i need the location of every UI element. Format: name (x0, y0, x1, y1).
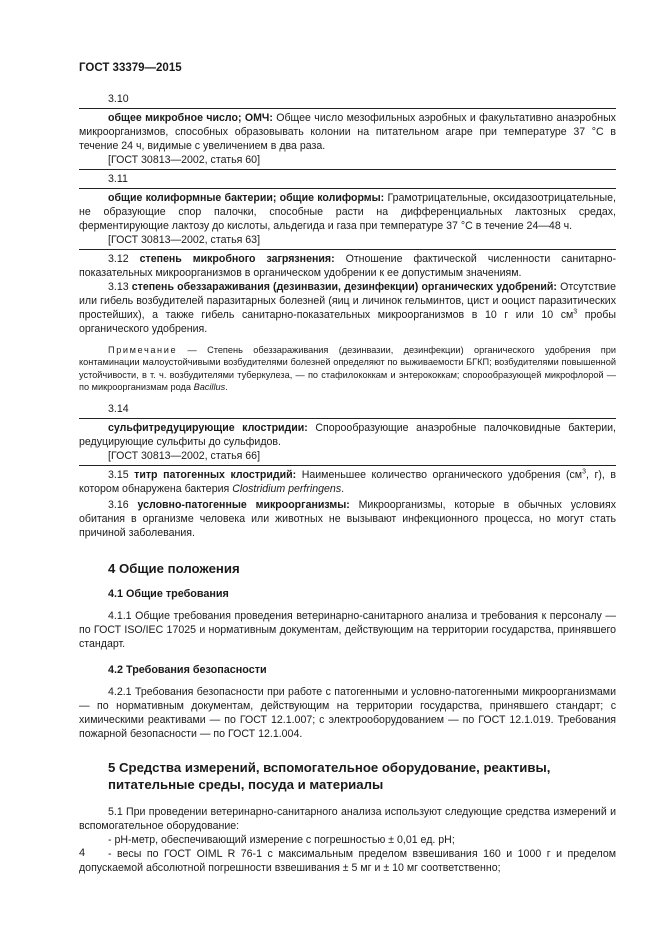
term-number: 3.13 (108, 281, 129, 293)
term-reference: [ГОСТ 30813—2002, статья 66] (108, 449, 261, 462)
term-end: . (341, 482, 345, 495)
term-number: 3.14 (108, 402, 129, 415)
note-label: Примечание (108, 345, 178, 355)
term-text: Микроорганизмы, которые в обычных условиях обитания в организме человека или животных не вызывают инфекционного процесса, но могут стать причиной заболевания. (79, 498, 616, 539)
note-end: . (225, 382, 228, 393)
term-number: 3.12 (108, 253, 129, 265)
term-text: Отношение фактической численности санитарно-показательных микроорганизмов в органическом удобрении к ее допустимым значениям. (79, 253, 616, 279)
term-name: общее микробное число; ОМЧ: (108, 112, 273, 124)
term-text-end: пробы органического удобрения. (79, 309, 616, 335)
term-reference: [ГОСТ 30813—2002, статья 63] (108, 234, 261, 246)
term-text: Спорообразующие анаэробные палочковидные бактерии, редуцирующие сульфиты до сульфидов. (79, 421, 616, 448)
doc-code-header: ГОСТ 33379—2015 (79, 62, 182, 74)
term-name: степень микробного загрязнения: (139, 253, 335, 265)
term-name: титр патогенных клостридий: (134, 468, 297, 481)
section-4-title: 4 Общие положения (108, 560, 240, 576)
term-number: 3.16 (108, 498, 129, 511)
term-text: Отсутствие или гибель возбудителей паразитарных болезней (яиц и личинок гельминтов, цист и ооцист паразитических простейших), а также гибель санитарно-показательных микроорганизмов в 10 г или 10 см (79, 281, 616, 321)
term-text: Наименьшее количество органического удобрения (см (296, 468, 583, 481)
term-text: Грамотрицательные, оксидазоотрицательные, не образующие спор палочки, способные расти на дифференциальных лактозных средах, ферментирующие лактозу до кислоты, альдегида и газа при температуре 37 °С в течение 24—48 ч. (79, 192, 616, 232)
term-italic: Clostridium perfringens (232, 482, 342, 495)
term-reference: [ГОСТ 30813—2002, статья 60] (108, 154, 261, 166)
page-number: 4 (79, 847, 86, 859)
superscript: 3 (582, 468, 586, 476)
section-4-1-title: 4.1 Общие требования (108, 587, 229, 600)
list-item: - рН-метр, обеспечивающий измерение с погрешностью ± 0,01 ед. рН; (108, 833, 455, 846)
superscript: 3 (573, 308, 578, 316)
note (79, 344, 616, 394)
term-number: 3.11 (108, 173, 128, 185)
paragraph-4-2-1: 4.2.1 Требования безопасности при работе с патогенными и условно-патогенными микроорганизмами — по нормативным документам, действующим на территории государства, принявшего стандарт; с химическими реактивами — по ГОСТ 12.1.007; с электрооборудованием — по ГОСТ 12.1.019. Требования пожарной безопасности — по ГОСТ 12.1.004. (79, 685, 616, 740)
term-name: степень обеззараживания (дезинвазии, дезинфекции) органических удобрений: (131, 281, 557, 293)
definition-box-3-10 (79, 108, 616, 170)
term-text: Общее число мезофильных аэробных и факультативно анаэробных микроорганизмов, способных образовывать колонии на питательном агаре при температуре 37 °С в течение 24 ч, видимые с увеличением в два раза. (79, 112, 616, 152)
paragraph-4-1-1: 4.1.1 Общие требования проведения ветеринарно-санитарного анализа и требования к персоналу — по ГОСТ ISO/IEC 17025 и нормативным документам, действующим на территории государства, принявшего стандарт. (79, 609, 616, 650)
note-italic: Bacillus (193, 382, 226, 393)
paragraph-5-1: 5.1 При проведении ветеринарно-санитарного анализа используют следующие средства измерений и вспомогательное оборудование: (79, 805, 616, 832)
section-5-title-line1: 5 Средства измерений, вспомогательное оборудование, реактивы, (108, 759, 551, 775)
section-5-title (79, 759, 616, 793)
term-name: условно-патогенные микроорганизмы: (137, 498, 350, 511)
term-number: 3.15 (108, 468, 129, 481)
note-text: — Степень обеззараживания (дезинвазии, дезинфекции) органического удобрения при контаминации малоустойчивыми возбудителями болезней определяют по выживаемости БГКП; возбудителями повышенной устойчивости, в т. ч. возбудителями туберкулеза, — по стафилококкам и энтерококкам; спорообразующей микрофлорой — по микроорганизмам рода (79, 345, 616, 393)
term-number: 3.10 (108, 93, 129, 105)
definition-3-13 (79, 280, 616, 336)
term-text-2: , г), в котором обнаружена бактерия (79, 468, 616, 495)
definition-3-12 (79, 252, 616, 280)
definition-box-3-11 (79, 188, 616, 250)
section-4-2-title: 4.2 Требования безопасности (108, 663, 267, 676)
term-name: общие колиформные бактерии; общие колиформы: (108, 192, 385, 204)
definition-box-3-14 (79, 418, 616, 466)
definition-3-16 (79, 498, 616, 540)
page-content (79, 90, 616, 875)
list-item: - весы по ГОСТ OIML R 76-1 с максимальным пределом взвешивания 160 и 1000 г и пределом допускаемой абсолютной погрешности взвешивания ± 5 мг и ± 10 мг соответственно; (79, 847, 616, 874)
term-name: сульфитредуцирующие клостридии: (108, 421, 308, 434)
definition-3-15 (79, 468, 616, 496)
section-5-title-line2: питательные среды, посуда и материалы (108, 776, 384, 792)
